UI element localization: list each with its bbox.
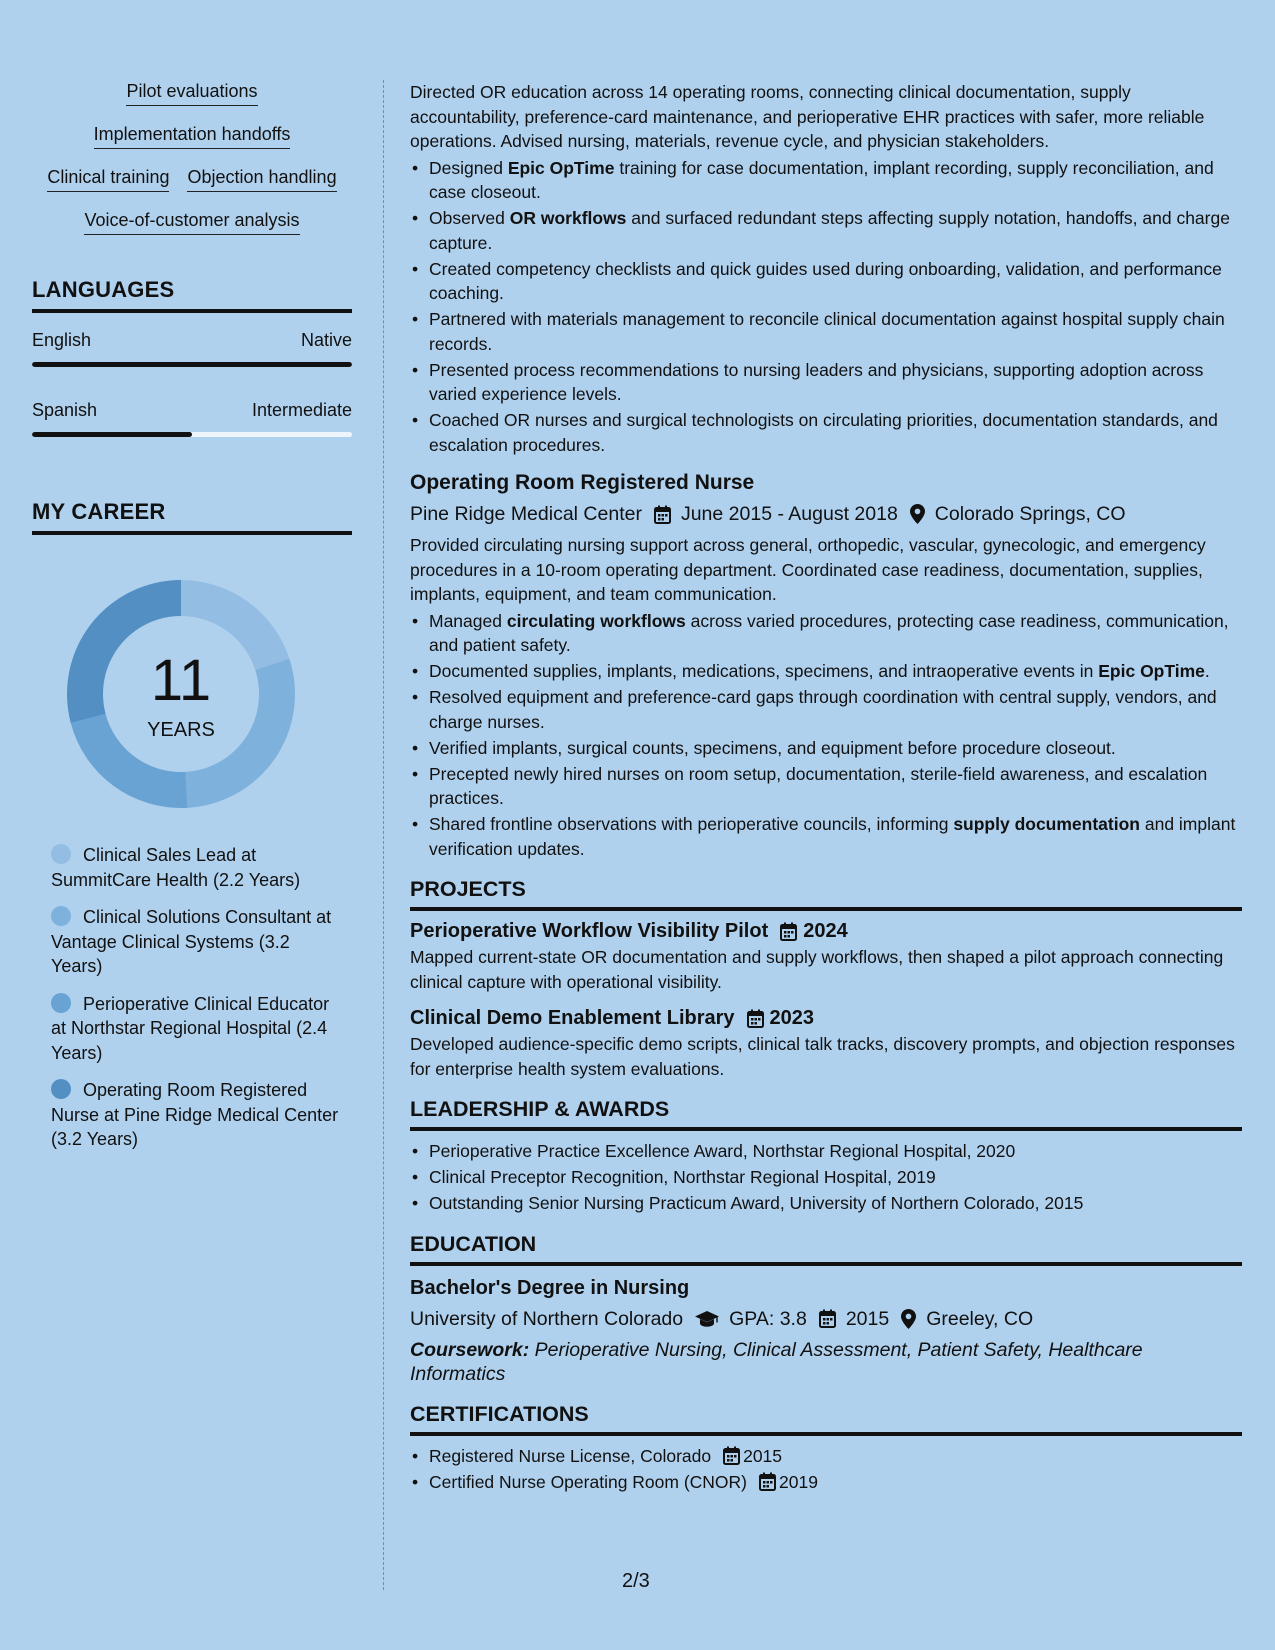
career-legend xyxy=(51,843,341,1152)
career-legend-label: Clinical Sales Lead at SummitCare Health (2.2 Years) xyxy=(51,845,301,890)
education-location: Greeley, CO xyxy=(926,1307,1034,1330)
certifications-list xyxy=(410,1444,1242,1495)
project-year: 2023 xyxy=(769,1007,815,1029)
career-legend-item xyxy=(51,905,341,979)
column-divider xyxy=(383,80,384,1590)
career-section xyxy=(32,499,352,1152)
skill-row xyxy=(32,209,352,235)
bullet-keyword: Epic OpTime xyxy=(507,157,615,178)
language-name: English xyxy=(32,330,92,350)
certification-year: 2015 xyxy=(743,1445,783,1466)
education-meta xyxy=(410,1305,1242,1333)
bullet-item xyxy=(410,659,1242,684)
project-name: Clinical Demo Enablement Library xyxy=(410,1007,735,1029)
project-item xyxy=(410,1004,1242,1081)
job-title: Operating Room Registered Nurse xyxy=(410,471,755,494)
skills-tags xyxy=(32,80,352,235)
bullet-text: and surfaced redundant steps affecting supply notation, handoffs, and charge capture. xyxy=(429,208,1230,253)
certifications-heading: CERTIFICATIONS xyxy=(410,1402,1242,1436)
bullet-text: Resolved equipment and preference-card gaps through coordination with central supply, vendors, and charge nurses. xyxy=(429,687,1217,732)
skill-row xyxy=(32,166,352,192)
calendar-icon xyxy=(723,1446,740,1465)
career-donut-chart xyxy=(66,579,296,809)
right-column xyxy=(410,80,1242,1496)
languages-section xyxy=(32,277,352,437)
job-dates: June 2015 - August 2018 xyxy=(680,503,898,525)
certification-item xyxy=(410,1470,1242,1495)
bullet-text: Partnered with materials management to reconcile clinical documentation against hospital supply chain records. xyxy=(429,309,1225,354)
skill-tag: Pilot evaluations xyxy=(126,80,257,106)
bullet-text: Presented process recommendations to nursing leaders and physicians, supporting adoption across varied experience levels. xyxy=(429,359,1204,404)
bullet-text: Coached OR nurses and surgical technologists on circulating priorities, documentation standards, and escalation procedures. xyxy=(429,410,1218,455)
bullet-item xyxy=(410,609,1242,658)
career-legend-item xyxy=(51,843,341,892)
bullet-item xyxy=(410,736,1242,761)
project-name: Perioperative Workflow Visibility Pilot xyxy=(410,920,769,942)
legend-dot-icon xyxy=(51,906,71,926)
bullet-text: Documented supplies, implants, medications, specimens, and intraoperative events in xyxy=(429,661,1099,681)
bullet-keyword: circulating workflows xyxy=(506,610,686,631)
career-total-number: 11 xyxy=(150,648,212,713)
calendar-icon xyxy=(759,1472,776,1491)
skill-row xyxy=(32,80,352,106)
skill-tag: Implementation handoffs xyxy=(94,123,291,149)
calendar-icon xyxy=(819,1309,836,1328)
bullet-item xyxy=(410,307,1242,356)
map-pin-icon xyxy=(910,504,925,524)
bullet-item xyxy=(410,206,1242,255)
career-legend-item xyxy=(51,992,341,1066)
bullet-item xyxy=(410,408,1242,457)
bullet-text: Verified implants, surgical counts, specimens, and equipment before procedure closeout. xyxy=(429,737,1116,758)
certification-name: • Certified Nurse Operating Room (CNOR) xyxy=(429,1471,748,1492)
job-bullets xyxy=(410,609,1242,862)
certification-year: 2019 xyxy=(779,1471,818,1492)
skill-row xyxy=(32,123,352,149)
career-legend-label: Perioperative Clinical Educator at Northstar Regional Hospital (2.4 Years) xyxy=(51,993,330,1063)
language-proficiency-fill xyxy=(32,432,192,437)
job-summary: Provided circulating nursing support across general, orthopedic, vascular, gynecologic, and emergency procedures in a 10-room operating department. Coordinated case readiness, documentation, supplies, implants, equipment, and team communication. xyxy=(410,535,1206,604)
career-total-unit: YEARS xyxy=(147,719,215,741)
award-item: • Outstanding Senior Nursing Practicum Award, University of Northern Colorado, 2015 xyxy=(410,1191,1242,1216)
projects-heading: PROJECTS xyxy=(410,877,1242,911)
career-legend-item xyxy=(51,1078,341,1152)
previous-job-summary: Directed OR education across 14 operating rooms, connecting clinical documentation, supply accountability, preference-card maintenance, and perioperative EHR practices with safer, more reliable operations. Advised nursing, materials, revenue cycle, and physician stakeholders. xyxy=(410,82,1205,151)
skill-tag: Objection handling xyxy=(187,166,336,192)
legend-dot-icon xyxy=(51,1079,71,1099)
education-coursework xyxy=(410,1338,1242,1386)
legend-dot-icon xyxy=(51,993,71,1013)
map-pin-icon xyxy=(901,1309,916,1329)
bullet-text: Observed xyxy=(429,208,510,228)
career-heading: MY CAREER xyxy=(32,499,352,535)
language-proficiency-fill xyxy=(32,362,352,367)
skill-tag: Voice-of-customer analysis xyxy=(84,209,299,235)
leadership-heading: LEADERSHIP & AWARDS xyxy=(410,1097,1242,1131)
certification-item xyxy=(410,1444,1242,1469)
bullet-keyword: supply documentation xyxy=(953,814,1140,834)
bullet-item xyxy=(410,257,1242,306)
language-name: Spanish xyxy=(32,400,98,420)
bullet-text: Precepted newly hired nurses on room setup, documentation, sterile-field awareness, and escalation practices. xyxy=(429,763,1208,808)
education-heading: EDUCATION xyxy=(410,1232,1242,1266)
certification-name: • Registered Nurse License, Colorado xyxy=(429,1445,712,1466)
calendar-icon xyxy=(780,922,797,941)
project-year: 2024 xyxy=(803,920,848,942)
projects-list xyxy=(410,917,1242,1081)
job-meta xyxy=(410,500,1242,528)
job-location: Colorado Springs, CO xyxy=(934,503,1126,525)
bullet-item xyxy=(410,156,1242,205)
bullet-text: Created competency checklists and quick guides used during onboarding, validation, and performance coaching. xyxy=(429,258,1222,303)
language-proficiency-bar xyxy=(32,362,352,367)
language-level: Native xyxy=(300,330,352,350)
language-level: Intermediate xyxy=(251,400,352,420)
bullet-item xyxy=(410,762,1242,811)
bullet-text: Designed xyxy=(429,157,508,178)
project-title xyxy=(410,917,1242,945)
bullet-item xyxy=(410,812,1242,861)
language-row xyxy=(32,329,352,351)
language-proficiency-bar xyxy=(32,432,352,437)
coursework-label: Coursework: xyxy=(410,1338,530,1361)
project-item xyxy=(410,917,1242,994)
education-degree: Bachelor's Degree in Nursing xyxy=(410,1276,690,1299)
bullet-text: . xyxy=(1204,661,1210,681)
coursework-list: Perioperative Nursing, Clinical Assessment, Patient Safety, Healthcare Informatics xyxy=(410,1338,1143,1385)
education-gpa: GPA: 3.8 xyxy=(729,1307,807,1330)
education-school: University of Northern Colorado xyxy=(410,1307,684,1330)
calendar-icon xyxy=(654,505,671,524)
career-legend-label: Operating Room Registered Nurse at Pine Ridge Medical Center (3.2 Years) xyxy=(51,1080,339,1149)
bullet-text: Managed xyxy=(429,610,507,631)
languages-heading: LANGUAGES xyxy=(32,277,352,313)
bullet-text: across varied procedures, protecting case readiness, communication, and patient safety. xyxy=(429,610,1229,655)
award-item: • Perioperative Practice Excellence Award, Northstar Regional Hospital, 2020 xyxy=(410,1139,1242,1164)
language-item xyxy=(32,399,352,437)
bullet-text: training for case documentation, implant recording, supply reconciliation, and case closeout. xyxy=(429,157,1214,202)
previous-job-bullets xyxy=(410,156,1242,458)
bullet-keyword: OR workflows xyxy=(509,208,627,228)
project-description: Mapped current-state OR documentation and supply workflows, then shaped a pilot approach connecting clinical capture with operational visibility. xyxy=(410,947,1224,992)
language-item xyxy=(32,329,352,367)
award-item: • Clinical Preceptor Recognition, Northstar Regional Hospital, 2019 xyxy=(410,1165,1242,1190)
project-title xyxy=(410,1004,1242,1032)
bullet-text: and implant verification updates. xyxy=(429,814,1236,859)
legend-dot-icon xyxy=(51,844,71,864)
bullet-item xyxy=(410,358,1242,407)
job-company: Pine Ridge Medical Center xyxy=(410,503,642,525)
page-number: 2/3 xyxy=(622,1570,650,1592)
skill-tag: Clinical training xyxy=(47,166,169,192)
graduation-cap-icon xyxy=(695,1310,719,1328)
leadership-list xyxy=(410,1139,1242,1216)
left-column xyxy=(32,80,352,1165)
bullet-keyword: Epic OpTime xyxy=(1098,661,1205,681)
language-row xyxy=(32,399,352,421)
career-legend-label: Clinical Solutions Consultant at Vantage Clinical Systems (3.2 Years) xyxy=(51,907,332,976)
bullet-text: Shared frontline observations with perioperative councils, informing xyxy=(429,814,954,834)
calendar-icon xyxy=(747,1009,764,1028)
education-year: 2015 xyxy=(845,1307,890,1330)
project-description: Developed audience-specific demo scripts, clinical talk tracks, discovery prompts, and objection responses for enterprise health system evaluations. xyxy=(410,1034,1235,1079)
bullet-item xyxy=(410,685,1242,734)
